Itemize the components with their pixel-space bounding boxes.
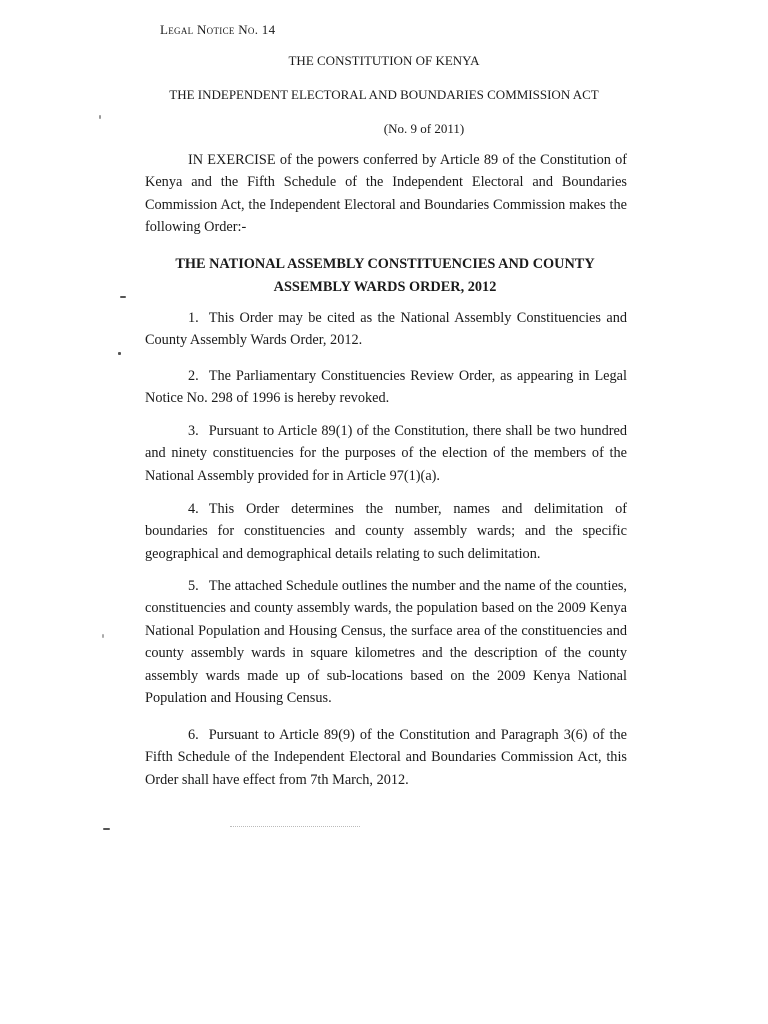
order-title	[150, 253, 620, 299]
constitution-heading: THE CONSTITUTION OF KENYA	[288, 53, 480, 68]
scan-speck	[99, 115, 101, 119]
intro-paragraph: IN EXERCISE of the powers conferred by Article 89 of the Constitution of Kenya and the Fifth Schedule of the Independent Electoral and Boundaries Commission Act, the Independent Electoral and Boundaries Commission makes the following Order:-	[145, 152, 627, 236]
clause-number: 2.	[188, 368, 199, 384]
scan-speck	[103, 828, 110, 830]
act-number: (No. 9 of 2011)	[383, 121, 465, 136]
clause-2	[145, 365, 627, 410]
scan-speck	[118, 352, 121, 355]
scan-speck	[102, 634, 104, 638]
act-heading: THE INDEPENDENT ELECTORAL AND BOUNDARIES COMMISSION ACT	[169, 87, 599, 102]
clause-text: The Parliamentary Constituencies Review Order, as appearing in Legal Notice No. 298 of 1996 is hereby revoked.	[145, 368, 627, 407]
clause-1	[145, 307, 627, 352]
order-title-line-2: ASSEMBLY WARDS ORDER, 2012	[273, 279, 497, 295]
clause-6	[145, 724, 627, 791]
clause-text: This Order determines the number, names and delimitation of boundaries for constituencies and county assembly wards; and the specific geographical and demographical details relating to such delimitation.	[145, 501, 627, 562]
order-title-line-1: THE NATIONAL ASSEMBLY CONSTITUENCIES AND COUNTY	[175, 256, 595, 272]
clause-4	[145, 498, 627, 565]
clause-number: 4.	[188, 501, 199, 517]
clause-number: 5.	[188, 578, 199, 594]
clause-3	[145, 420, 627, 487]
clause-text: The attached Schedule outlines the number and the name of the counties, constituencies and county assembly wards, the population based on the 2009 Kenya National Population and Housing Census, the surface area of the constituencies and county assembly wards in square kilometres and the description of the county assembly wards made up of sub-locations based on the 2009 Kenya National Population and Housing Census.	[145, 578, 627, 707]
clause-number: 6.	[188, 727, 199, 743]
clause-5	[145, 575, 627, 709]
scan-artifact-line	[230, 826, 360, 828]
clause-text: Pursuant to Article 89(9) of the Constitution and Paragraph 3(6) of the Fifth Schedule of the Independent Electoral and Boundaries Commission Act, this Order shall have effect from 7th March, 2012.	[145, 727, 627, 788]
legal-notice-number: Legal Notice No. 14	[160, 22, 276, 37]
scan-speck	[120, 296, 126, 298]
clause-text: This Order may be cited as the National Assembly Constituencies and County Assembly Wards Order, 2012.	[145, 310, 627, 349]
clause-number: 3.	[188, 423, 199, 439]
clause-text: Pursuant to Article 89(1) of the Constitution, there shall be two hundred and ninety constituencies for the purposes of the election of the members of the National Assembly provided for in Article 97(1)(a).	[145, 423, 627, 484]
clause-number: 1.	[188, 310, 199, 326]
